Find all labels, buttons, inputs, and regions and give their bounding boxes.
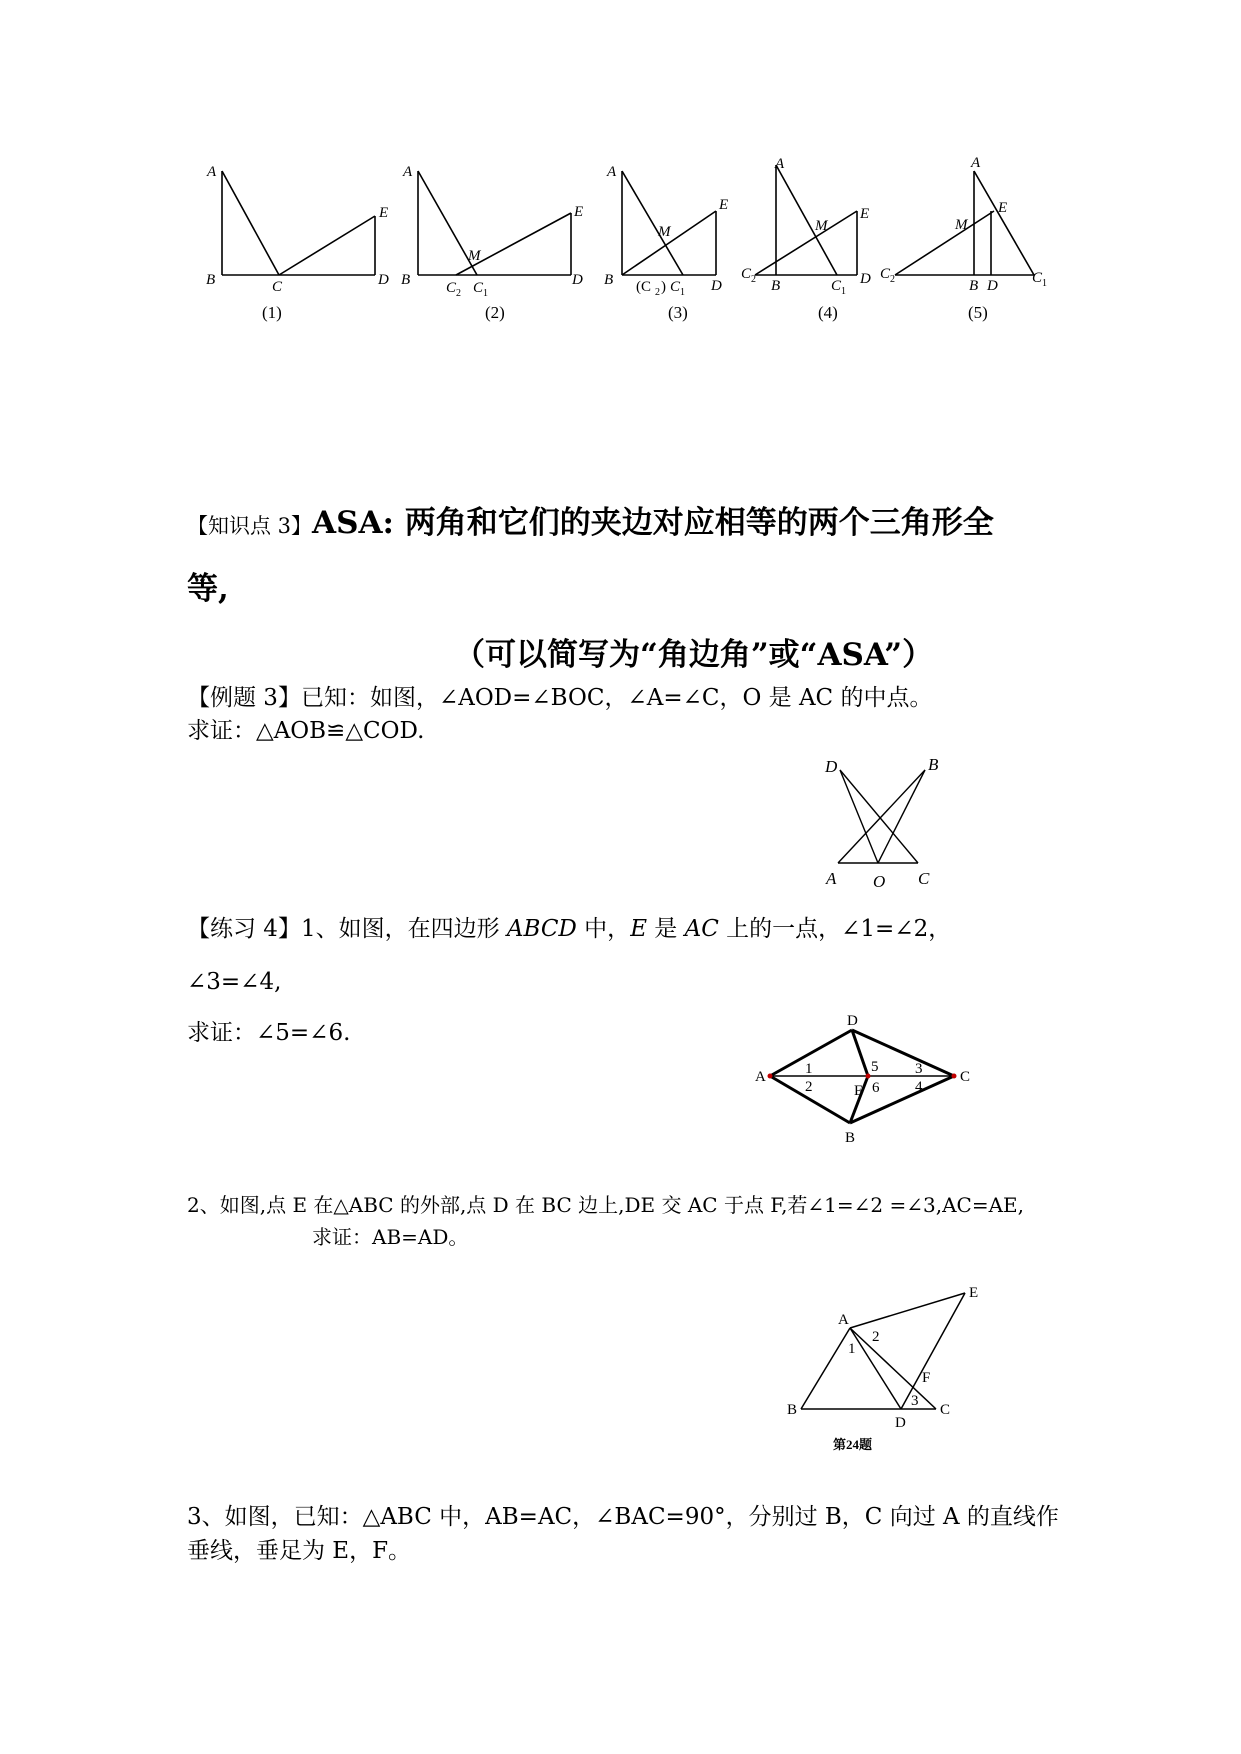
fig5-label-m: M: [955, 217, 968, 233]
fig5-label-c1: C: [1032, 270, 1043, 286]
fig3-caption: (3): [668, 303, 688, 322]
fig24-angle-3: 3: [911, 1393, 919, 1409]
fig3-label-c2: (C: [636, 279, 651, 295]
fig3-label-e: E: [719, 197, 729, 213]
fig4-label-c2: C: [741, 266, 752, 282]
fig4-label-d: D: [860, 271, 871, 287]
fig3-label-m: M: [658, 224, 671, 240]
fig2-label-e: E: [574, 204, 584, 220]
question3-line1: 3、如图，已知：△ABC 中，AB=AC，∠BAC=90°，分别过 B，C 向过 A 的直线作: [187, 1504, 1059, 1530]
question3-line2: 垂线，垂足为 E，F。: [187, 1538, 412, 1564]
exercise4-q1-suffix: 上的一点，∠1=∠2，: [718, 916, 952, 942]
question2-line1: 2、如图,点 E 在△ABC 的外部,点 D 在 BC 边上,DE 交 AC 于点 F,若∠1=∠2 =∠3,AC=AE,: [187, 1193, 1025, 1217]
fig2-label-b: B: [401, 272, 411, 288]
kite-point-a: [768, 1074, 773, 1079]
exercise4-q1-e: E: [630, 916, 647, 942]
fig1-caption: (1): [262, 303, 282, 322]
fig2-label-d: D: [572, 272, 583, 288]
fig3-sub-2: 2: [655, 287, 660, 298]
fig5-label-c2: C: [880, 266, 891, 282]
fig3-label-a: A: [607, 164, 617, 180]
fig1-label-c: C: [272, 279, 283, 295]
knowledge-point-heading: [187, 497, 994, 542]
fig1-label-d: D: [378, 272, 389, 288]
figure-2: [401, 164, 583, 322]
ex3-label-c: C: [918, 869, 930, 888]
fig24-label-b: B: [787, 1402, 798, 1418]
kite-label-a: A: [755, 1069, 766, 1085]
fig4-label-m: M: [815, 218, 828, 234]
fig2-label-c2: C: [446, 280, 457, 296]
fig24-label-d: D: [895, 1415, 906, 1431]
kite-angle-6: 6: [872, 1080, 880, 1096]
figure-24: [780, 1278, 1000, 1468]
fig4-label-e: E: [860, 206, 870, 222]
knowledge-point-tag: 【知识点 3】: [187, 514, 313, 538]
knowledge-point-title-line2: 等,: [187, 571, 229, 607]
fig4-sub-1: 1: [841, 286, 846, 297]
ex3-label-b: B: [928, 755, 939, 774]
kite-point-e: [866, 1074, 871, 1079]
fig24-label-e: E: [969, 1285, 979, 1301]
figure-5: [880, 155, 1047, 322]
fig1-label-e: E: [379, 205, 389, 221]
kite-label-e: E: [854, 1083, 864, 1099]
fig24-angle-1: 1: [848, 1341, 856, 1357]
ex3-label-a: A: [826, 869, 837, 888]
kite-angle-3: 3: [915, 1061, 923, 1077]
fig5-label-a: A: [971, 155, 981, 171]
fig4-sub-2: 2: [751, 274, 756, 285]
fig3-paren-close: ): [661, 279, 666, 295]
exercise4-q1-line2: ∠3=∠4,: [187, 969, 282, 995]
fig2-label-m: M: [468, 248, 481, 264]
kite-angle-1: 1: [805, 1061, 813, 1077]
figure-4: [741, 156, 871, 322]
fig4-label-a: A: [775, 156, 785, 172]
fig2-label-c1: C: [473, 280, 484, 296]
fig3-label-d: D: [711, 278, 722, 294]
fig4-label-b: B: [771, 278, 781, 294]
fig2-sub-2: 2: [456, 288, 461, 299]
fig24-caption: 第24题: [833, 1437, 873, 1452]
knowledge-point-title-line1: ASA: 两角和它们的夹边对应相等的两个三角形全: [312, 505, 994, 541]
fig24-label-c: C: [940, 1402, 951, 1418]
fig24-angle-2: 2: [872, 1329, 880, 1345]
fig3-sub-1: 1: [680, 287, 685, 298]
fig24-label-f: F: [922, 1370, 931, 1386]
exercise4-q1-mid1: 中，: [576, 916, 631, 942]
fig24-label-a: A: [838, 1312, 849, 1328]
figure-3: [604, 164, 728, 322]
exercise4-q1-prefix: 【练习 4】1、如图，在四边形: [187, 916, 507, 942]
fig5-sub-2: 2: [890, 274, 895, 285]
figure-1: [206, 164, 389, 322]
fig4-label-c1: C: [831, 278, 842, 294]
fig3-label-c1: C: [670, 279, 681, 295]
question2-prove: 求证：AB=AD。: [312, 1225, 469, 1249]
kite-label-b: B: [845, 1130, 856, 1146]
top-figures-row: [0, 0, 1241, 340]
fig1-label-a: A: [207, 164, 217, 180]
exercise4-q1-ac: AC: [684, 916, 719, 942]
fig5-label-e: E: [998, 200, 1008, 216]
kite-angle-5: 5: [871, 1059, 879, 1075]
exercise4-q1-prove: 求证：∠5=∠6.: [187, 1020, 351, 1046]
fig3-label-b: B: [604, 272, 614, 288]
fig4-caption: (4): [818, 303, 838, 322]
kite-angle-4: 4: [915, 1079, 923, 1095]
knowledge-point-abbreviation: （可以简写为“角边角”或“ASA”）: [454, 637, 934, 673]
example3-prove: 求证：△AOB≌△COD.: [187, 718, 425, 744]
fig1-label-b: B: [206, 272, 216, 288]
fig5-sub-1: 1: [1042, 278, 1047, 289]
kite-point-c: [952, 1074, 957, 1079]
ex3-label-o: O: [873, 872, 886, 891]
fig2-label-a: A: [403, 164, 413, 180]
ex3-label-d: D: [825, 757, 838, 776]
fig2-sub-1: 1: [483, 288, 488, 299]
kite-label-c: C: [960, 1069, 971, 1085]
fig5-label-b: B: [969, 278, 979, 294]
example3-given: 【例题 3】已知：如图，∠AOD=∠BOC，∠A=∠C，O 是 AC 的中点。: [187, 685, 933, 711]
exercise4-q1-mid2: 是: [646, 916, 685, 942]
example3-figure: [810, 752, 990, 892]
kite-angle-2: 2: [805, 1079, 813, 1095]
exercise4-q1-abcd: ABCD: [506, 916, 577, 942]
kite-figure: [750, 1005, 990, 1155]
kite-label-d: D: [847, 1013, 858, 1029]
fig2-caption: (2): [485, 303, 505, 322]
fig5-caption: (5): [968, 303, 988, 322]
fig5-label-d: D: [987, 278, 998, 294]
exercise4-question1: [187, 912, 951, 946]
